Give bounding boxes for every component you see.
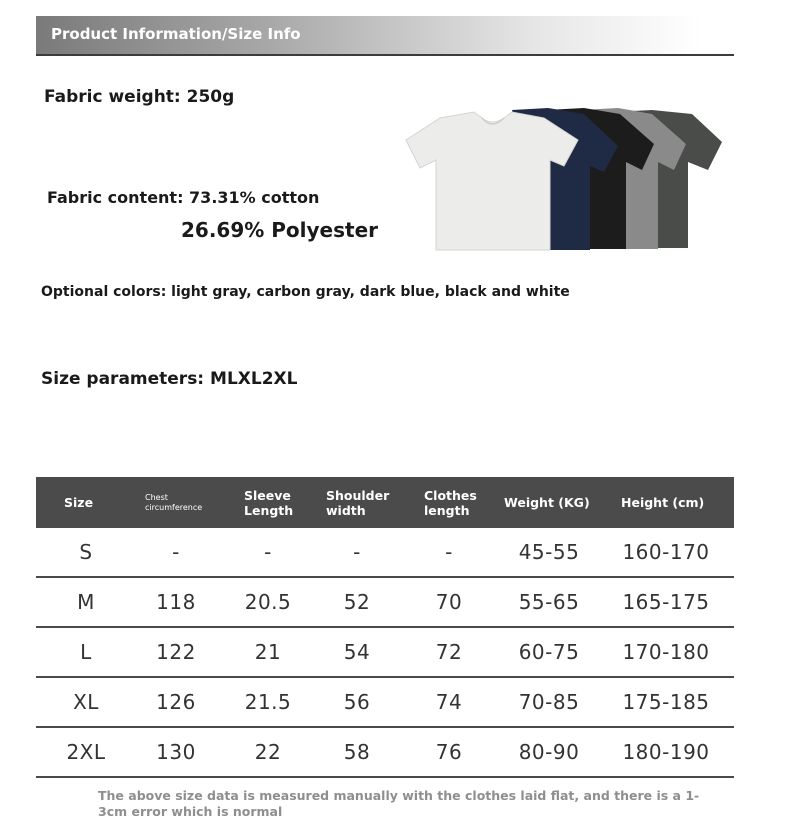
cell-weight: 80-90 (518, 740, 580, 764)
cell-size: M (77, 590, 95, 614)
fabric-weight-text: Fabric weight: 250g (44, 87, 235, 107)
cell-sleeve: 20.5 (244, 590, 292, 614)
cell-chest: 130 (156, 740, 196, 764)
table-row (36, 528, 734, 578)
cell-height: 175-185 (622, 690, 710, 714)
cell-height: 170-180 (622, 640, 710, 664)
fabric-content-polyester-text: 26.69% Polyester (181, 218, 379, 242)
cell-shoulder: 54 (343, 640, 371, 664)
size-table-header (36, 477, 734, 528)
measurement-note: The above size data is measured manually with the clothes laid flat, and there is a 1-3cm error which is normal (98, 788, 700, 819)
cell-weight: 60-75 (518, 640, 580, 664)
cell-weight: 45-55 (518, 540, 580, 564)
size-table-body (36, 528, 734, 778)
table-row (36, 578, 734, 628)
cell-chest: 126 (156, 690, 196, 714)
header-chest-circumference: Chest circumference (145, 492, 203, 512)
size-table (36, 477, 734, 778)
cell-shoulder: 52 (343, 590, 371, 614)
cell-shoulder: 56 (343, 690, 371, 714)
table-row (36, 728, 734, 778)
cell-sleeve: 21 (254, 640, 282, 664)
cell-weight: 55-65 (518, 590, 580, 614)
cell-size: L (80, 640, 92, 664)
section-title: Product Information/Size Info (51, 25, 301, 43)
section-header-bar (36, 16, 700, 54)
header-height: Height (cm) (621, 495, 705, 510)
cell-sleeve: 22 (254, 740, 282, 764)
cell-chest: 122 (156, 640, 196, 664)
cell-height: 165-175 (622, 590, 710, 614)
header-weight: Weight (KG) (504, 495, 590, 510)
cell-sleeve: 21.5 (244, 690, 292, 714)
header-shoulder-width: Shoulder width (326, 487, 390, 518)
cell-size: 2XL (66, 740, 106, 764)
header-divider (36, 54, 734, 56)
cell-clothes-length: - (445, 540, 453, 564)
fabric-content-text: Fabric content: 73.31% cotton (47, 188, 320, 207)
cell-size: XL (73, 690, 99, 714)
cell-clothes-length: 74 (435, 690, 463, 714)
cell-chest: 118 (156, 590, 196, 614)
cell-chest: - (172, 540, 180, 564)
header-size: Size (64, 495, 94, 510)
cell-weight: 70-85 (518, 690, 580, 714)
optional-colors-text: Optional colors: light gray, carbon gray, dark blue, black and white (41, 284, 570, 300)
header-clothes-length: Clothes length (424, 487, 477, 518)
cell-clothes-length: 72 (435, 640, 463, 664)
table-row (36, 678, 734, 728)
cell-sleeve: - (264, 540, 272, 564)
cell-size: S (79, 540, 93, 564)
cell-shoulder: 58 (343, 740, 371, 764)
cell-clothes-length: 70 (435, 590, 463, 614)
cell-shoulder: - (353, 540, 361, 564)
cell-clothes-length: 76 (435, 740, 463, 764)
tshirt-colors-image (404, 104, 726, 252)
header-sleeve-length: Sleeve Length (244, 487, 294, 518)
cell-height: 180-190 (622, 740, 710, 764)
size-parameters-text: Size parameters: MLXL2XL (41, 369, 298, 389)
cell-height: 160-170 (622, 540, 710, 564)
table-row (36, 628, 734, 678)
